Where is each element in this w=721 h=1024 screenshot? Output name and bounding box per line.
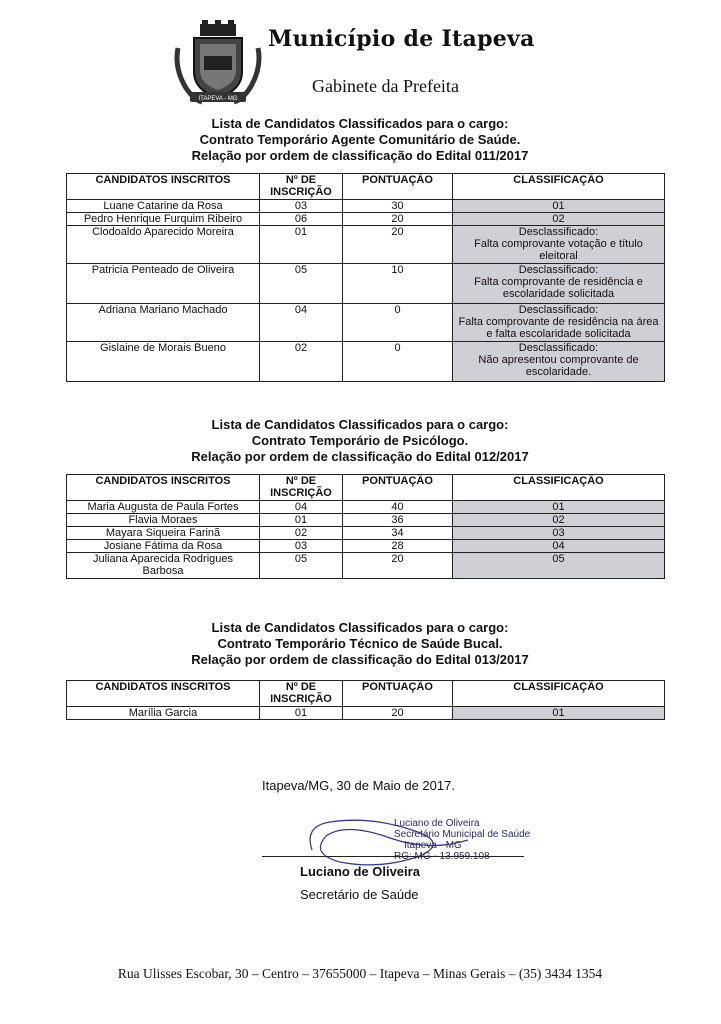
table-row: Maria Augusta de Paula Fortes 04 40 01	[67, 501, 665, 514]
signer-name: Luciano de Oliveira	[300, 864, 420, 879]
table-row: Adriana Mariano Machado 04 0 Desclassificado: Falta comprovante de residência na área e falta escolaridade solicitada	[67, 304, 665, 342]
seal-text: ITAPEVA - MG	[198, 96, 238, 102]
section-2-table	[66, 474, 665, 579]
table-row: Josiane Fátima da Rosa 03 28 04	[67, 540, 665, 553]
municipality-title: Município de Itapeva	[268, 26, 535, 52]
col-header-candidates: CANDIDATOS INSCRITOS	[67, 174, 260, 200]
table-header-row	[67, 174, 665, 200]
col-header-classification: CLASSIFICAÇÃO	[453, 475, 665, 501]
table-row: Flavia Moraes 01 36 02	[67, 514, 665, 527]
table-row: Mayara Siqueira Farinã 02 34 03	[67, 527, 665, 540]
office-subtitle: Gabinete da Prefeita	[312, 76, 459, 96]
signer-role: Secretário de Saúde	[300, 887, 419, 902]
table-row: Clodoaldo Aparecido Moreira 01 20 Desclassificado: Falta comprovante votação e título eleitoral	[67, 226, 665, 264]
section-1-table	[66, 173, 665, 382]
place-date: Itapeva/MG, 30 de Maio de 2017.	[262, 778, 455, 793]
col-header-candidates: CANDIDATOS INSCRITOS	[67, 475, 260, 501]
table-row: Gislaine de Morais Bueno 02 0 Desclassificado: Não apresentou comprovante de escolaridade.	[67, 342, 665, 382]
table-row: Luane Catarine da Rosa 03 30 01	[67, 200, 665, 213]
table-row: Juliana Aparecida Rodrigues Barbosa 05 20 05	[67, 553, 665, 579]
section-3-table	[66, 680, 665, 720]
table-header-row	[67, 681, 665, 707]
table-header-row	[67, 475, 665, 501]
section-2-title: Lista de Candidatos Classificados para o cargo: Contrato Temporário de Psicólogo. Relação por ordem de classificação do Edital 012/2017	[191, 417, 529, 464]
table-row: Pedro Henrique Furquim Ribeiro 06 20 02	[67, 213, 665, 226]
col-header-candidates: CANDIDATOS INSCRITOS	[67, 681, 260, 707]
municipal-seal-icon	[172, 18, 264, 106]
col-header-classification: CLASSIFICAÇÃO	[453, 681, 665, 707]
col-header-classification: CLASSIFICAÇÃO	[453, 174, 665, 200]
footer-address: Rua Ulisses Escobar, 30 – Centro – 37655000 – Itapeva – Minas Gerais – (35) 3434 1354	[117, 966, 603, 981]
col-header-score: PONTUAÇÃO	[343, 174, 453, 200]
table-row: Patricia Penteado de Oliveira 05 10 Desclassificado: Falta comprovante de residência e escolaridade solicitada	[67, 264, 665, 304]
section-3-title: Lista de Candidatos Classificados para o cargo: Contrato Temporário Técnico de Saúde Bucal. Relação por ordem de classificação do Edital 013/2017	[191, 620, 529, 667]
col-header-registration: Nº DE INSCRIÇÃO	[260, 174, 343, 200]
col-header-registration: Nº DE INSCRIÇÃO	[260, 681, 343, 707]
official-stamp: Luciano de Oliveira Secretário Municipal de Saúde Itapeva - MG RG: MG - 13.959.108	[394, 818, 531, 862]
signature-line	[262, 856, 524, 857]
col-header-score: PONTUAÇÃO	[343, 475, 453, 501]
col-header-score: PONTUAÇÃO	[343, 681, 453, 707]
table-row: Marília Garcia 01 20 01	[67, 707, 665, 720]
section-1-title: Lista de Candidatos Classificados para o cargo: Contrato Temporário Agente Comunitário de Saúde. Relação por ordem de classificação do Edital 011/2017	[191, 116, 529, 163]
col-header-registration: Nº DE INSCRIÇÃO	[260, 475, 343, 501]
